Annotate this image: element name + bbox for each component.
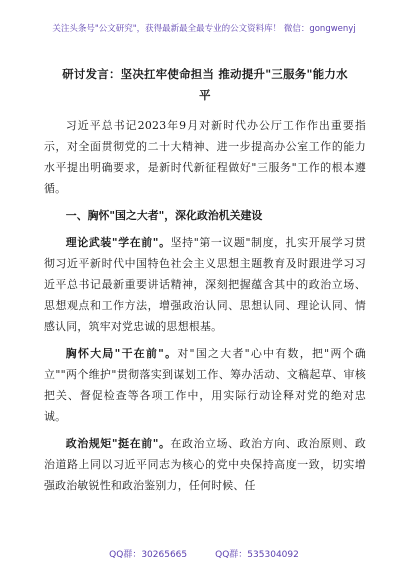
title-line-1: 研讨发言：坚决扛牢使命担当 推动提升"三服务"能力水 (62, 67, 348, 81)
intro-paragraph: 习近平总书记2023年9月对新时代办公厅工作作出重要指示，对全面贯彻党的二十大精神、进一步提高办公室工作的能力水平提出明确要求，是新时代新征程做好"三服务"工作的根本遵循。 (44, 119, 366, 195)
qq-group-1: QQ群：30265665 (109, 550, 188, 560)
paragraph-lead: 理论武装"学在前"。 (65, 236, 171, 249)
bottom-banner (0, 547, 408, 560)
paragraph-body: 坚持"第一议题"制度，扎实开展学习贯彻习近平新时代中国特色社会主义思想主题教育及时跟进学习习近平总书记最新重要讲话精神，深刻把握蕴含其中的政治立场、思想观点和工作方法，增强政治认同、思想认同、理论认同、情感认同，筑牢对党忠诚的思想根基。 (44, 236, 366, 333)
qq-group-2: QQ群：535304092 (215, 550, 299, 560)
paragraph-body: 对"国之大者"心中有数，把"两个确立""两个维护"贯彻落实到谋划工作、筹办活动、文稿起草、审核把关、督促检查等各项工作中，用实际行动诠释对党的绝对忠诚。 (44, 347, 366, 423)
title-line-2: 平 (199, 88, 211, 102)
paragraph-body: 在政治立场、政治方向、政治原则、政治道路上同以习近平同志为核心的党中央保持高度一致，切实增强政治敏锐性和政治鉴别力，任何时候、任 (44, 437, 366, 492)
paragraph-lead: 胸怀大局"干在前"。 (65, 347, 178, 360)
paragraph-theory (44, 232, 366, 337)
paragraph-overall (44, 343, 366, 427)
document-title (44, 64, 366, 106)
section-heading-1: 一、胸怀"国之大者"，深化政治机关建设 (65, 209, 263, 222)
paragraph-lead: 政治规矩"挺在前"。 (65, 437, 171, 450)
paragraph-rules (44, 433, 366, 496)
document-page (44, 64, 366, 502)
top-banner: 关注头条号"公文研究"，获得最新最全最专业的公文资料库！ 微信：gongwenyj (52, 24, 356, 34)
